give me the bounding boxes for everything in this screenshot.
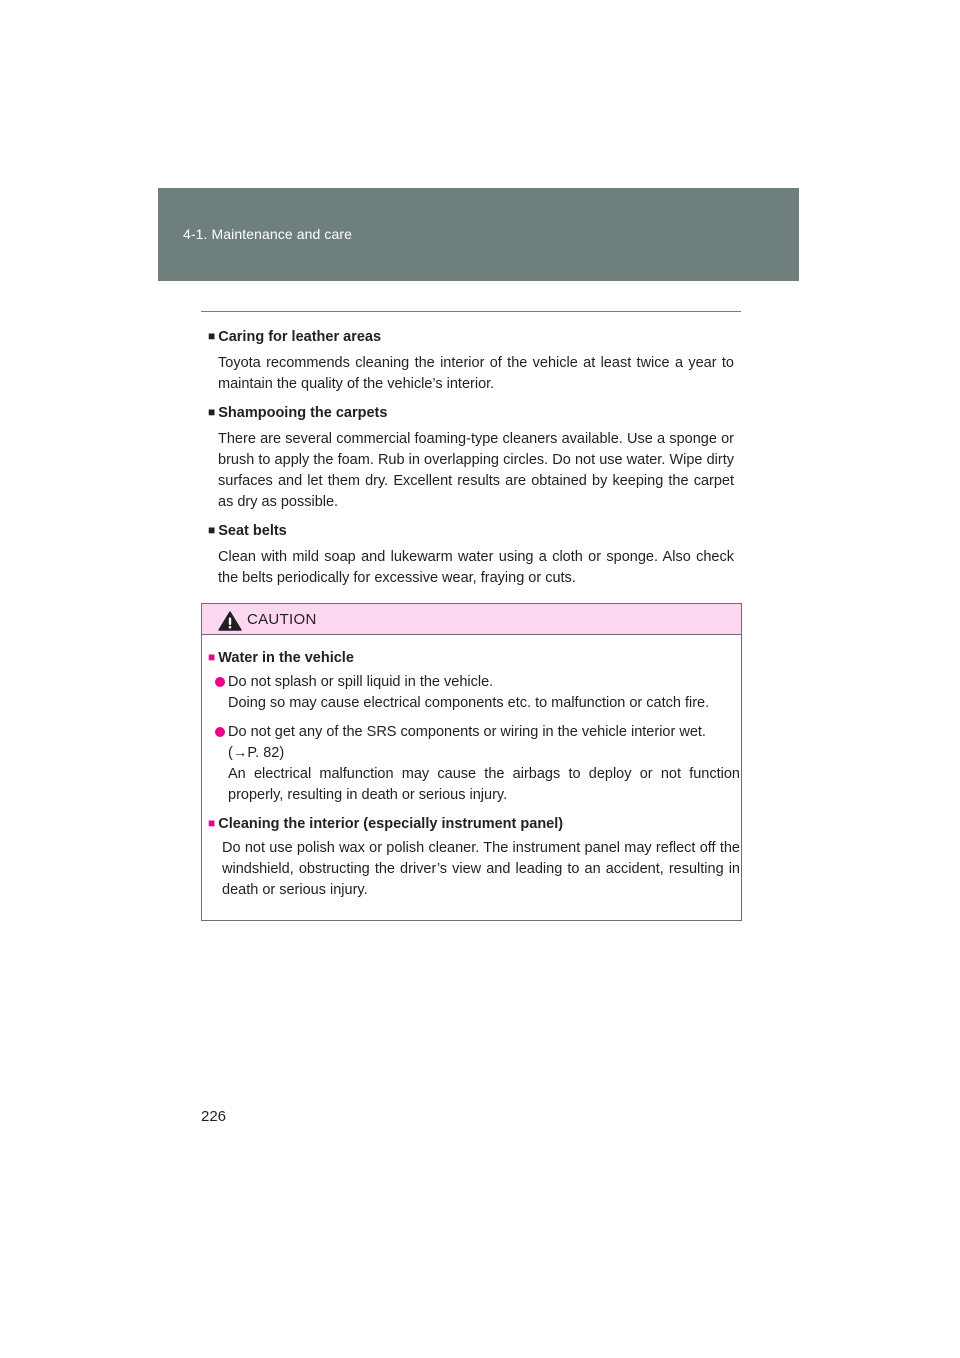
square-bullet-icon: ■ <box>208 405 216 419</box>
square-bullet-icon: ■ <box>208 329 216 343</box>
caution-body <box>202 635 741 901</box>
circle-bullet-icon <box>215 727 225 737</box>
bullet-detail: An electrical malfunction may cause the airbags to deploy or not function properly, resulting in death or serious injury. <box>228 766 740 803</box>
caution-heading: Cleaning the interior (especially instrument panel) <box>218 816 564 832</box>
square-bullet-icon: ■ <box>208 816 216 830</box>
section-shampooing-carpets <box>208 403 741 513</box>
header-band <box>158 188 799 281</box>
section-title: 4-1. Maintenance and care <box>183 226 353 242</box>
bullet-detail: Doing so may cause electrical components etc. to malfunction or catch fire. <box>228 695 710 711</box>
caution-label: CAUTION <box>247 611 317 628</box>
warning-triangle-icon <box>218 611 242 631</box>
caution-bullet <box>208 722 740 806</box>
bullet-text: Do not get any of the SRS components or wiring in the vehicle interior wet. <box>228 724 706 740</box>
caution-heading: Water in the vehicle <box>218 650 354 666</box>
page-number: 226 <box>201 1108 227 1125</box>
square-bullet-icon: ■ <box>208 523 216 537</box>
circle-bullet-icon <box>215 677 225 687</box>
square-bullet-icon: ■ <box>208 650 216 664</box>
section-seat-belts <box>208 521 741 589</box>
main-content <box>208 327 741 597</box>
section-caring-leather <box>208 327 741 395</box>
caution-text: Do not use polish wax or polish cleaner. The instrument panel may reflect off the windshield, obstructing the driver’s view and leading to an accident, resulting in death or serious injury. <box>222 840 740 898</box>
section-body: Clean with mild soap and lukewarm water using a cloth or sponge. Also check the belts periodically for excessive wear, fraying or cuts. <box>218 549 734 586</box>
page-reference: (→P. 82) <box>228 745 285 761</box>
section-body: Toyota recommends cleaning the interior of the vehicle at least twice a year to maintain the quality of the vehicle’s interior. <box>218 355 734 392</box>
section-heading: Seat belts <box>218 523 287 539</box>
section-heading: Shampooing the carpets <box>218 405 388 421</box>
caution-bullet <box>208 672 740 714</box>
section-heading: Caring for leather areas <box>218 329 382 345</box>
bullet-text: Do not splash or spill liquid in the vehicle. <box>228 674 494 690</box>
section-body: There are several commercial foaming-type cleaners available. Use a sponge or brush to apply the foam. Rub in overlapping circles. Do not use water. Wipe dirty surfaces and let them dry. Excellent results are obtained by keeping the carpet as dry as possible. <box>218 431 734 510</box>
caution-box <box>201 603 742 921</box>
header-divider <box>201 311 741 312</box>
caution-header <box>202 604 741 635</box>
